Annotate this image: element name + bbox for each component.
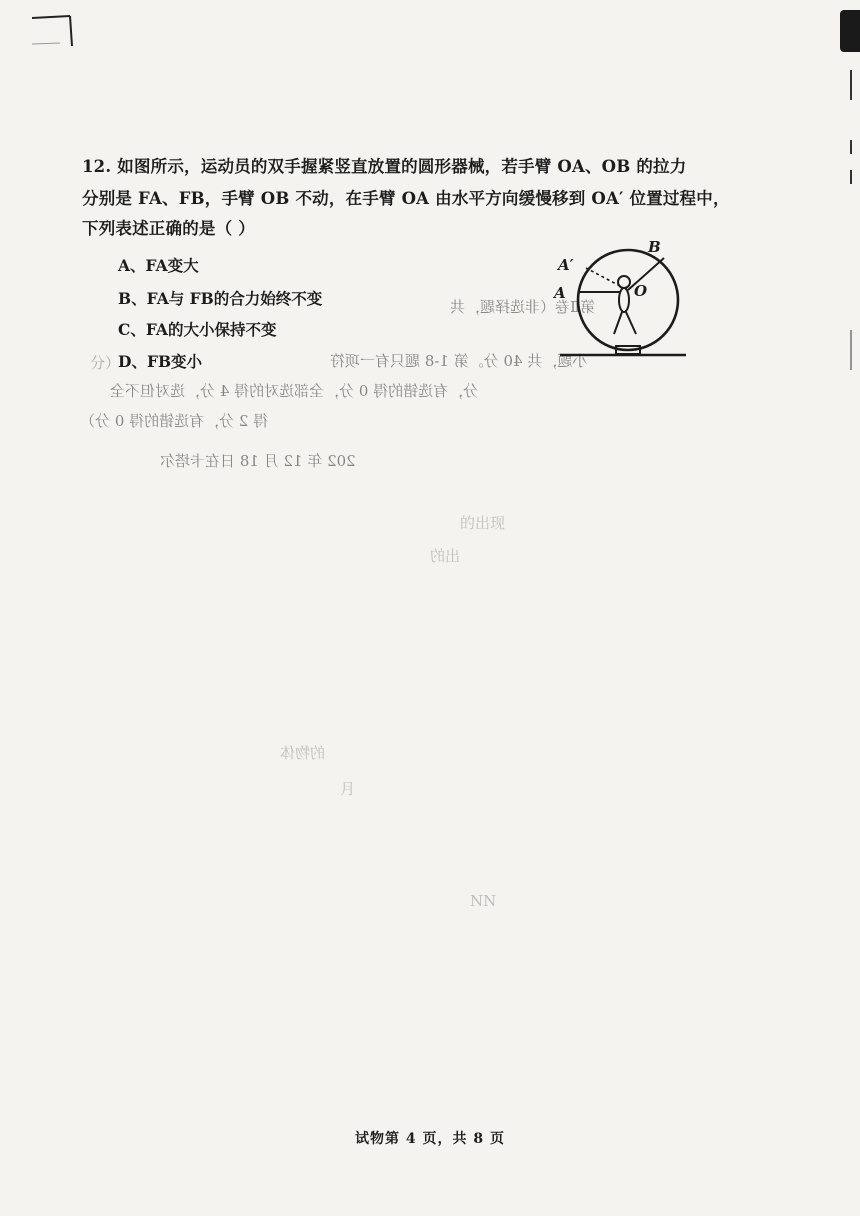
scan-corner-mark — [30, 8, 80, 48]
bleed-through-text: 的物体 — [280, 744, 326, 762]
circular-apparatus-figure — [552, 236, 692, 364]
bleed-through-text: 202 年 12 月 18 日在卡塔尔 — [160, 452, 356, 470]
leg — [626, 312, 636, 334]
bleed-through-text: 分，有选错的得 0 分，全部选对的得 4 分，选对但不全 — [110, 382, 479, 400]
question-line: 分别是 FA、FB，手臂 OB 不动，在手臂 OA 由水平方向缓慢移到 OA′ 位置过程中， — [82, 189, 730, 208]
scan-edge-tick — [850, 140, 852, 154]
option-d: D、FB变小 — [118, 352, 203, 371]
scan-edge-tick — [850, 70, 852, 100]
scan-edge-tick — [850, 170, 852, 184]
page-footer: 试物第 4 页，共 8 页 — [355, 1131, 505, 1147]
arm-oa-prime — [586, 268, 620, 286]
bleed-through-text: 第Ⅱ卷（非选择题，共 — [450, 298, 596, 316]
bleed-through-text: 分） — [90, 354, 121, 372]
scan-edge-shadow — [840, 10, 860, 52]
option-b: B、FA与 FB的合力始终不变 — [118, 289, 323, 308]
bleed-through-text: 小题，共 40 分。第 1-8 题只有一项符 — [330, 352, 588, 370]
bleed-through-text: 得 2 分，有选错的得 0 分） — [80, 412, 269, 430]
label-a: A — [554, 284, 566, 302]
label-b: B — [648, 238, 661, 256]
question-line: 下列表述正确的是（ ） — [82, 219, 255, 238]
label-o: O — [634, 282, 648, 300]
option-a: A、FA变大 — [118, 256, 199, 275]
bleed-through-text: 月 — [340, 780, 356, 798]
torso — [619, 288, 629, 312]
bleed-through-text: NN — [470, 892, 497, 910]
option-c: C、FA的大小保持不变 — [118, 320, 277, 339]
bleed-through-text: 出的 — [430, 547, 461, 565]
label-a-prime: A′ — [558, 256, 574, 274]
scan-edge-tick — [850, 330, 852, 370]
leg — [614, 312, 622, 334]
question-line: 12. 如图所示，运动员的双手握紧竖直放置的圆形器械，若手臂 OA、OB 的拉力 — [82, 157, 687, 176]
bleed-through-text: 的出现 — [460, 514, 506, 532]
